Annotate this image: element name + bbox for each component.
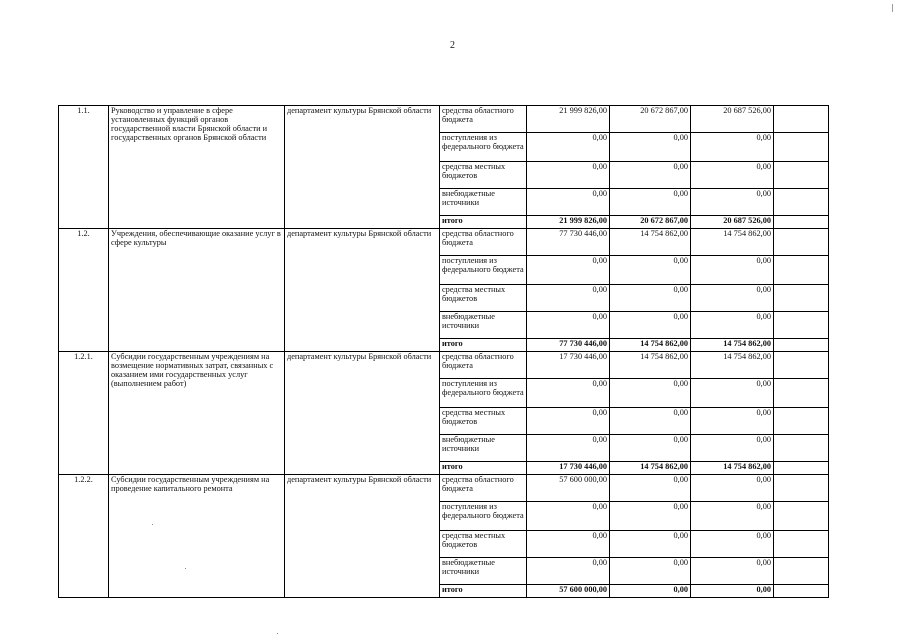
amount-year-3: 0,00 <box>691 379 774 408</box>
funding-source: средства областного бюджета <box>440 352 527 379</box>
amount-year-3: 14 754 862,00 <box>691 352 774 379</box>
total-year-3: 14 754 862,00 <box>691 462 774 475</box>
item-name: Учреждения, обеспечивающие оказание услуг в сфере культуры <box>109 229 285 352</box>
blank-cell <box>774 502 829 531</box>
amount-year-3: 0,00 <box>691 435 774 462</box>
funding-source: внебюджетные источники <box>440 558 527 585</box>
total-year-1: 21 999 826,00 <box>527 216 610 229</box>
amount-year-1: 0,00 <box>527 189 610 216</box>
blank-cell <box>774 408 829 435</box>
edge-scan-mark <box>892 4 893 12</box>
amount-year-2: 0,00 <box>610 408 691 435</box>
total-year-1: 17 730 446,00 <box>527 462 610 475</box>
blank-cell <box>774 558 829 585</box>
table-row <box>59 229 829 256</box>
blank-cell <box>774 189 829 216</box>
item-name: Субсидии государственным учреждениям на проведение капитального ремонта <box>109 475 285 598</box>
amount-year-2: 0,00 <box>610 558 691 585</box>
item-number: 1.2.1. <box>59 352 109 475</box>
blank-cell <box>774 285 829 312</box>
total-label: итого <box>440 462 527 475</box>
blank-cell <box>774 379 829 408</box>
amount-year-1: 0,00 <box>527 502 610 531</box>
total-year-2: 0,00 <box>610 585 691 598</box>
amount-year-3: 20 687 526,00 <box>691 106 774 133</box>
blank-cell <box>774 106 829 133</box>
blank-cell <box>774 435 829 462</box>
total-year-2: 20 672 867,00 <box>610 216 691 229</box>
amount-year-3: 0,00 <box>691 475 774 502</box>
total-year-3: 20 687 526,00 <box>691 216 774 229</box>
amount-year-2: 0,00 <box>610 189 691 216</box>
funding-source: внебюджетные источники <box>440 189 527 216</box>
amount-year-3: 0,00 <box>691 133 774 162</box>
table-row <box>59 352 829 379</box>
amount-year-1: 0,00 <box>527 162 610 189</box>
total-year-1: 57 600 000,00 <box>527 585 610 598</box>
amount-year-2: 0,00 <box>610 531 691 558</box>
total-year-3: 14 754 862,00 <box>691 339 774 352</box>
blank-cell <box>774 256 829 285</box>
blank-cell <box>774 216 829 229</box>
total-year-3: 0,00 <box>691 585 774 598</box>
blank-cell <box>774 475 829 502</box>
funding-source: средства местных бюджетов <box>440 285 527 312</box>
scan-speck <box>277 633 278 634</box>
item-name: Субсидии государственным учреждениям на возмещение нормативных затрат, связанных с оказанием ими государственных услуг (выполнением работ) <box>109 352 285 475</box>
amount-year-2: 0,00 <box>610 379 691 408</box>
amount-year-3: 0,00 <box>691 558 774 585</box>
amount-year-3: 0,00 <box>691 285 774 312</box>
amount-year-1: 0,00 <box>527 285 610 312</box>
amount-year-1: 0,00 <box>527 133 610 162</box>
item-name: Руководство и управление в сфере установленных функций органов государственной власти Брянской области и государственных органов Брянской области <box>109 106 285 229</box>
funding-source: средства местных бюджетов <box>440 531 527 558</box>
blank-cell <box>774 229 829 256</box>
amount-year-1: 0,00 <box>527 256 610 285</box>
amount-year-3: 0,00 <box>691 256 774 285</box>
funding-source: средства областного бюджета <box>440 106 527 133</box>
amount-year-1: 0,00 <box>527 435 610 462</box>
funding-source: средства областного бюджета <box>440 475 527 502</box>
amount-year-2: 0,00 <box>610 475 691 502</box>
blank-cell <box>774 462 829 475</box>
funding-source: поступления из федерального бюджета <box>440 502 527 531</box>
funding-source: внебюджетные источники <box>440 435 527 462</box>
amount-year-1: 0,00 <box>527 531 610 558</box>
total-label: итого <box>440 339 527 352</box>
amount-year-1: 0,00 <box>527 312 610 339</box>
amount-year-2: 20 672 867,00 <box>610 106 691 133</box>
budget-table <box>58 105 829 598</box>
blank-cell <box>774 352 829 379</box>
amount-year-2: 14 754 862,00 <box>610 352 691 379</box>
amount-year-2: 0,00 <box>610 502 691 531</box>
blank-cell <box>774 312 829 339</box>
amount-year-3: 0,00 <box>691 189 774 216</box>
funding-source: поступления из федерального бюджета <box>440 256 527 285</box>
item-executor: департамент культуры Брянской области <box>285 229 440 352</box>
table-row <box>59 475 829 502</box>
blank-cell <box>774 585 829 598</box>
funding-source: поступления из федерального бюджета <box>440 379 527 408</box>
amount-year-1: 0,00 <box>527 558 610 585</box>
amount-year-1: 21 999 826,00 <box>527 106 610 133</box>
blank-cell <box>774 531 829 558</box>
blank-cell <box>774 133 829 162</box>
item-number: 1.2. <box>59 229 109 352</box>
funding-source: поступления из федерального бюджета <box>440 133 527 162</box>
amount-year-3: 14 754 862,00 <box>691 229 774 256</box>
amount-year-3: 0,00 <box>691 162 774 189</box>
page-number: 2 <box>450 40 455 51</box>
amount-year-2: 0,00 <box>610 256 691 285</box>
amount-year-3: 0,00 <box>691 531 774 558</box>
amount-year-2: 0,00 <box>610 285 691 312</box>
item-executor: департамент культуры Брянской области <box>285 475 440 598</box>
amount-year-2: 0,00 <box>610 435 691 462</box>
amount-year-1: 17 730 446,00 <box>527 352 610 379</box>
table-row <box>59 106 829 133</box>
amount-year-1: 0,00 <box>527 408 610 435</box>
amount-year-2: 0,00 <box>610 162 691 189</box>
funding-source: средства местных бюджетов <box>440 162 527 189</box>
blank-cell <box>774 339 829 352</box>
item-executor: департамент культуры Брянской области <box>285 106 440 229</box>
funding-source: средства местных бюджетов <box>440 408 527 435</box>
total-label: итого <box>440 585 527 598</box>
total-year-2: 14 754 862,00 <box>610 339 691 352</box>
amount-year-2: 0,00 <box>610 133 691 162</box>
total-year-1: 77 730 446,00 <box>527 339 610 352</box>
budget-table-body <box>59 106 829 598</box>
amount-year-1: 77 730 446,00 <box>527 229 610 256</box>
funding-source: внебюджетные источники <box>440 312 527 339</box>
item-number: 1.2.2. <box>59 475 109 598</box>
item-number: 1.1. <box>59 106 109 229</box>
item-executor: департамент культуры Брянской области <box>285 352 440 475</box>
funding-source: средства областного бюджета <box>440 229 527 256</box>
amount-year-3: 0,00 <box>691 408 774 435</box>
amount-year-3: 0,00 <box>691 502 774 531</box>
amount-year-2: 0,00 <box>610 312 691 339</box>
blank-cell <box>774 162 829 189</box>
amount-year-3: 0,00 <box>691 312 774 339</box>
total-label: итого <box>440 216 527 229</box>
total-year-2: 14 754 862,00 <box>610 462 691 475</box>
amount-year-1: 0,00 <box>527 379 610 408</box>
amount-year-2: 14 754 862,00 <box>610 229 691 256</box>
amount-year-1: 57 600 000,00 <box>527 475 610 502</box>
